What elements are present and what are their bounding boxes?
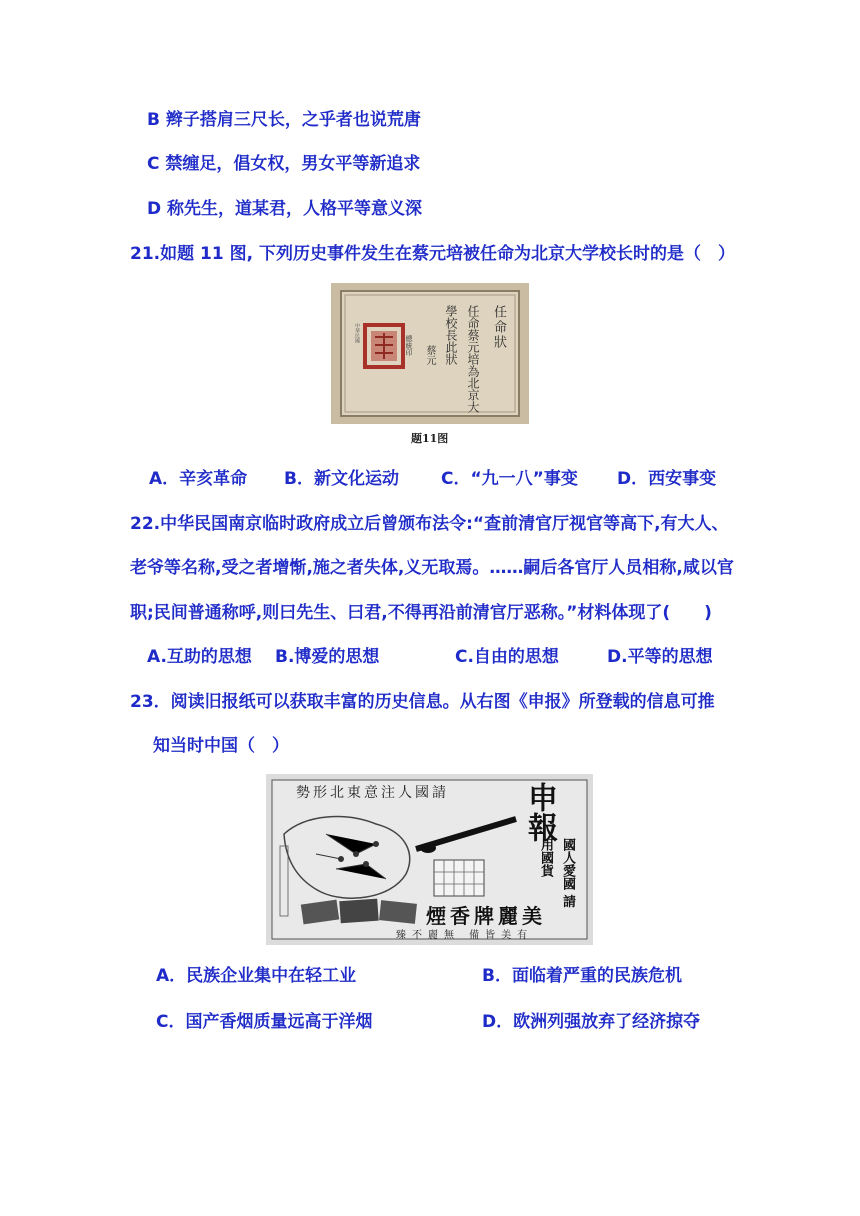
q21-option-a: A．辛亥革命 xyxy=(149,469,248,489)
certificate-text-col2: 任命蔡元培為北京大 xyxy=(466,305,480,413)
svg-text:中華民國: 中華民國 xyxy=(354,323,360,343)
q21-option-d: D．西安事变 xyxy=(617,469,717,489)
q22-option-b: B.博爱的思想 xyxy=(275,647,380,667)
newspaper-banner: 請國人注意東北形勢 xyxy=(296,785,449,801)
q23-line-2: 知当时中国（ ） xyxy=(153,736,289,756)
q22-line-3: 职;民间普通称呼,则曰先生、曰君,不得再沿前清官厅恶称。”材料体现了( ) xyxy=(130,603,712,623)
certificate-text-col3: 學校長此狀 xyxy=(444,305,458,365)
figure-caption: 题11图 xyxy=(411,432,449,445)
newspaper-slogan: 國人愛國 請用國貨 xyxy=(538,838,575,908)
q21-stem: 21.如题 11 图, 下列历史事件发生在蔡元培被任命为北京大学校长时的是（ ） xyxy=(130,244,735,264)
q23-option-d: D．欧洲列强放弃了经济掠夺 xyxy=(482,1012,701,1032)
q22-option-c: C.自由的思想 xyxy=(455,647,559,667)
certificate-text-col1: 任命狀 xyxy=(491,305,506,350)
q20-option-d: D 称先生，道某君，人格平等意义深 xyxy=(147,199,423,219)
q22-line-2: 老爷等名称,受之者增惭,施之者失体,义无取焉。……嗣后各官厅人员相称,咸以官 xyxy=(130,558,734,578)
q22-option-d: D.平等的思想 xyxy=(607,647,713,667)
q21-option-b: B．新文化运动 xyxy=(284,469,399,489)
q21-option-c: C．“九一八”事变 xyxy=(441,469,578,489)
cigarette-brand: 美麗牌香煙 xyxy=(426,904,546,928)
certificate-text-col4: 蔡元 xyxy=(424,345,435,365)
svg-text:總統印: 總統印 xyxy=(405,335,413,356)
q20-option-b: B 辫子搭肩三尺长，之乎者也说荒唐 xyxy=(147,110,421,130)
q23-option-b: B．面临着严重的民族危机 xyxy=(482,966,682,986)
q22-line-1: 22.中华民国南京临时政府成立后曾颁布法令:“查前清官厅视官等高下,有大人、 xyxy=(130,514,729,534)
q23-option-c: C．国产香烟质量远高于洋烟 xyxy=(156,1012,373,1032)
q22-option-a: A.互助的思想 xyxy=(147,647,252,667)
q20-option-c: C 禁缠足，倡女权，男女平等新追求 xyxy=(147,154,421,174)
appointment-certificate-image xyxy=(331,283,529,424)
q23-line-1: 23．阅读旧报纸可以获取丰富的历史信息。从右图《申报》所登载的信息可推 xyxy=(130,692,715,712)
newspaper-masthead: 申報 xyxy=(522,782,557,842)
newspaper-footer: 有美皆備 無麗不臻 xyxy=(396,930,534,941)
shenbao-newspaper-image xyxy=(266,774,593,945)
q23-option-a: A．民族企业集中在轻工业 xyxy=(156,966,357,986)
